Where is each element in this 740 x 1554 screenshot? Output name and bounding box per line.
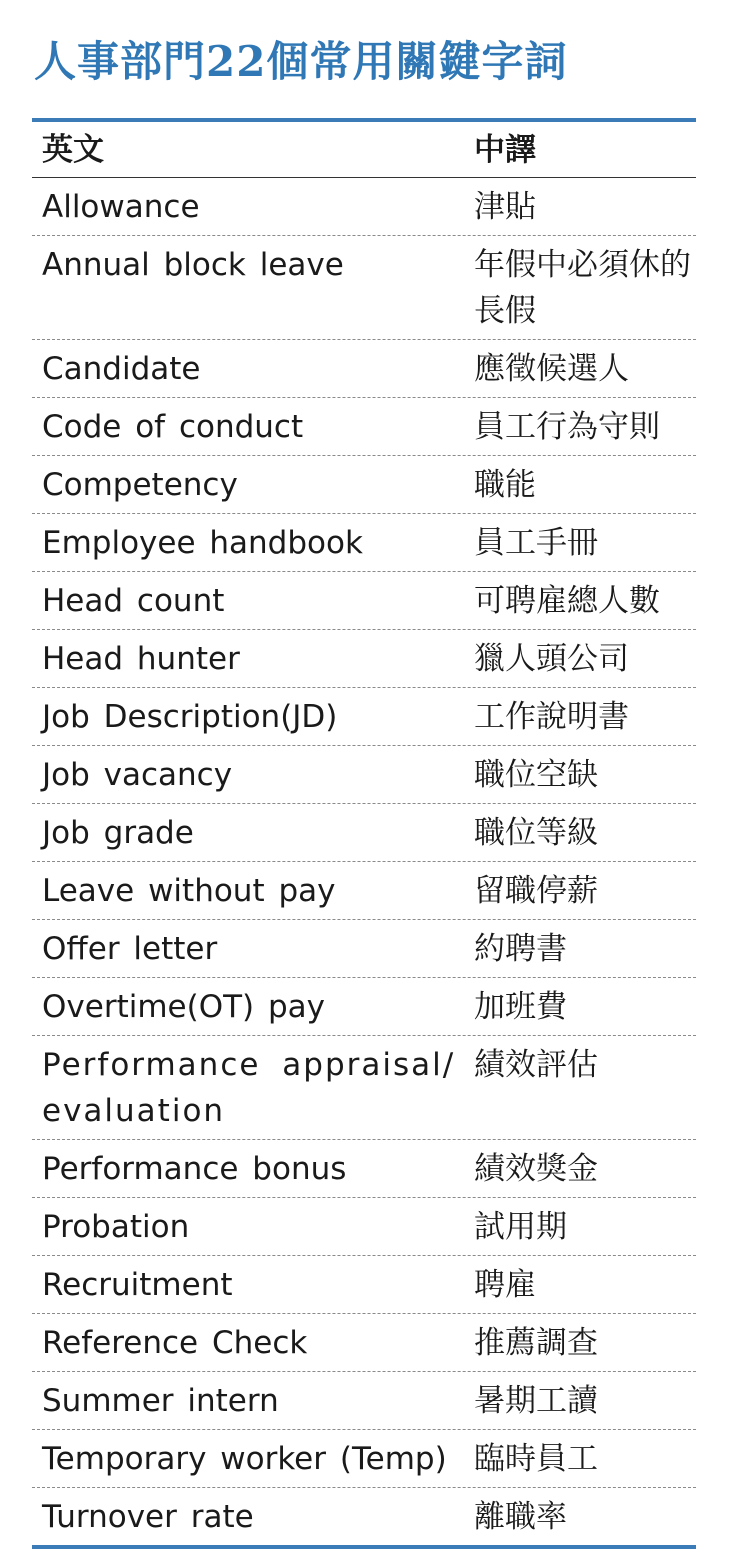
term-chinese: 推薦調查 (474, 1325, 598, 1361)
table-row (32, 920, 696, 978)
term-english: Temporary worker (Temp) (42, 1441, 447, 1477)
term-chinese: 暑期工讀 (474, 1383, 598, 1419)
table-row (32, 456, 696, 514)
table-row (32, 514, 696, 572)
table-row (32, 1198, 696, 1256)
term-english: Code of conduct (42, 409, 304, 445)
term-chinese: 應徵候選人 (474, 351, 629, 387)
term-english: Candidate (42, 351, 201, 387)
term-chinese: 加班費 (474, 989, 567, 1025)
term-english: Overtime(OT) pay (42, 989, 325, 1025)
term-chinese: 臨時員工 (474, 1441, 598, 1477)
term-english: Job Description(JD) (42, 699, 338, 735)
term-chinese: 績效獎金 (474, 1151, 598, 1187)
table-row (32, 1256, 696, 1314)
table-row (32, 1314, 696, 1372)
term-chinese: 獵人頭公司 (474, 641, 629, 677)
term-english: Offer letter (42, 931, 218, 967)
table-row (32, 688, 696, 746)
table-row (32, 1036, 696, 1140)
table-row (32, 804, 696, 862)
header-english: 英文 (42, 131, 104, 168)
term-chinese: 職能 (474, 467, 536, 503)
table-row (32, 398, 696, 456)
term-english: Job vacancy (42, 757, 233, 793)
table-row (32, 1488, 696, 1545)
table-row (32, 236, 696, 340)
term-chinese: 員工行為守則 (474, 409, 660, 445)
term-chinese: 職位等級 (474, 815, 598, 851)
term-english: Performance bonus (42, 1151, 347, 1187)
term-chinese: 離職率 (474, 1499, 567, 1535)
term-chinese: 年假中必須休的長假 (474, 247, 691, 329)
term-english: Employee handbook (42, 525, 363, 561)
table-row (32, 746, 696, 804)
table-row (32, 1140, 696, 1198)
glossary-table (32, 118, 696, 1549)
table-row (32, 340, 696, 398)
term-english: Allowance (42, 189, 200, 225)
table-row (32, 572, 696, 630)
term-chinese: 留職停薪 (474, 873, 598, 909)
term-english: Performance appraisal/ evaluation (42, 1047, 456, 1129)
term-chinese: 聘雇 (474, 1267, 536, 1303)
table-row (32, 630, 696, 688)
term-english: Reference Check (42, 1325, 308, 1361)
term-chinese: 可聘雇總人數 (474, 583, 660, 619)
term-english: Job grade (42, 815, 194, 851)
term-english: Competency (42, 467, 238, 503)
term-english: Head hunter (42, 641, 240, 677)
term-english: Probation (42, 1209, 190, 1245)
page-title: 人事部門22個常用關鍵字詞 (34, 37, 568, 86)
term-chinese: 津貼 (474, 189, 536, 225)
term-english: Turnover rate (42, 1499, 254, 1535)
term-chinese: 工作說明書 (474, 699, 629, 735)
term-chinese: 績效評估 (474, 1047, 598, 1083)
term-chinese: 員工手冊 (474, 525, 598, 561)
term-chinese: 約聘書 (474, 931, 567, 967)
table-row (32, 978, 696, 1036)
term-english: Annual block leave (42, 247, 344, 283)
term-chinese: 試用期 (474, 1209, 567, 1245)
term-english: Summer intern (42, 1383, 279, 1419)
term-english: Leave without pay (42, 873, 336, 909)
table-row (32, 1372, 696, 1430)
table-row (32, 862, 696, 920)
table-row (32, 178, 696, 236)
term-english: Recruitment (42, 1267, 233, 1303)
table-row (32, 1430, 696, 1488)
table-header (32, 122, 696, 178)
term-chinese: 職位空缺 (474, 757, 598, 793)
header-chinese: 中譯 (474, 131, 536, 168)
term-english: Head count (42, 583, 225, 619)
